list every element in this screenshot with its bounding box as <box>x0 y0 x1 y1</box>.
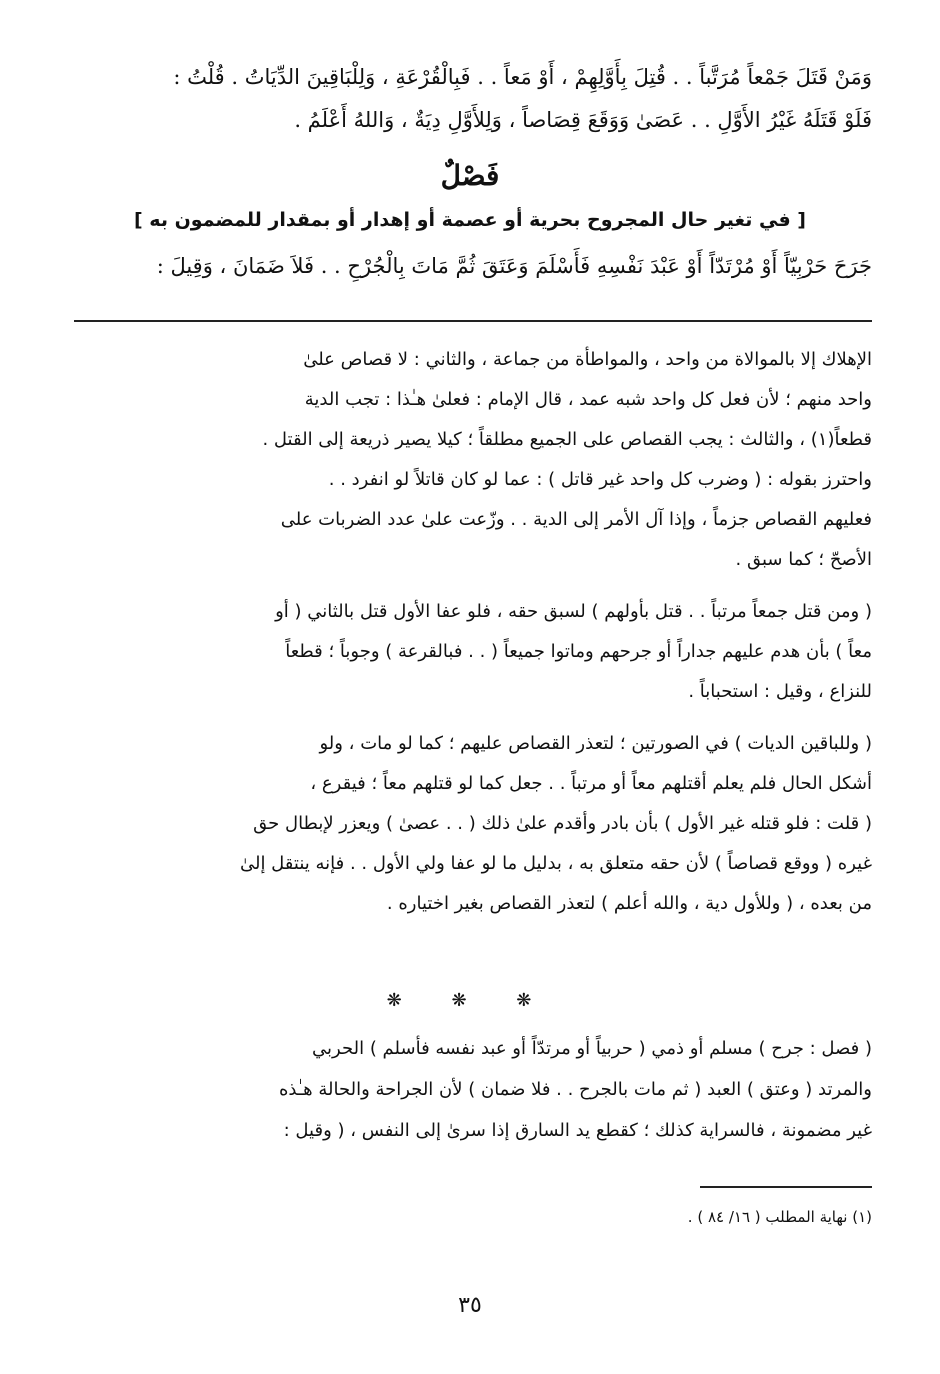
footnote: (١) نهاية المطلب ( ١٦/ ٨٤ ) . <box>687 1208 872 1226</box>
sharh-line: أشكل الحال فلم يعلم أقتلهم معاً أو مرتباً . . جعل كما لو قتلهم معاً ؛ فيقرع ، <box>310 773 872 794</box>
sharh-paragraph <box>72 724 872 924</box>
sharh-line: للنزاع ، وقيل : استحباباً . <box>688 681 872 702</box>
sharh-line: ( وللباقين الديات ) في الصورتين ؛ لتعذر القصاص عليهم ؛ كما لو مات ، ولو <box>319 733 872 754</box>
section-separator-stars: ❋ ❋ ❋ <box>386 990 554 1011</box>
sharh-line: واحد منهم ؛ لأن فعل كل واحد شبه عمد ، قال الإمام : فعلىٰ هـٰذا : تجب الدية <box>304 389 872 410</box>
sharh-line: الإهلاك إلا بالموالاة من واحد ، والمواطأة من جماعة ، والثاني : لا قصاص علىٰ <box>303 349 872 370</box>
sharh-paragraph <box>72 460 872 580</box>
matn-line: فَلَوْ قَتَلَهُ غَيْرُ الأَوَّلِ . . عَصَىٰ وَوَقَعَ قِصَاصاً ، وَلِلأَوَّلِ دِيَةٌ ، وَاللهُ أَعْلَمُ . <box>294 108 872 132</box>
sharh-line: غيره ( ووقع قصاصاً ) لأن حقه متعلق به ، بدليل ما لو عفا ولي الأول . . فإنه ينتقل إلىٰ <box>239 853 872 874</box>
sharh-line: الأصحّ ؛ كما سبق . <box>735 549 872 570</box>
sharh-body <box>72 340 872 924</box>
matn-top <box>72 56 872 142</box>
page-number: ٣٥ <box>458 1293 482 1318</box>
sharh-line: ( فصل : جرح ) مسلم أو ذمي ( حربياً أو مرتدّاً أو عبد نفسه فأسلم ) الحربي <box>312 1038 872 1059</box>
footnote-divider <box>700 1186 872 1188</box>
sharh-line: من بعده ، ( وللأول دية ، والله أعلم ) لتعذر القصاص بغير اختياره . <box>386 893 872 914</box>
sharh-line: معاً ) بأن هدم عليهم جداراً أو جرحهم وماتوا جميعاً ( . . فبالقرعة ) وجوباً ؛ قطعاً <box>285 641 872 662</box>
sharh-line: فعليهم القصاص جزماً ، وإذا آل الأمر إلى الدية . . وزّعت علىٰ عدد الضربات على <box>280 509 872 530</box>
sharh-fasl <box>72 1028 872 1151</box>
sharh-line: ( قلت : فلو قتله غير الأول ) بأن بادر وأقدم علىٰ ذلك ( . . عصىٰ ) ويعزر لإبطال حق <box>253 813 872 834</box>
sharh-line: غير مضمونة ، فالسراية كذلك ؛ كقطع يد السارق إذا سرىٰ إلى النفس ، ( وقيل : <box>283 1120 872 1141</box>
sharh-line: ( ومن قتل جمعاً مرتباً . . قتل بأولهم ) لسبق حقه ، فلو عفا الأول قتل بالثاني ( أو <box>275 601 872 622</box>
matn-line: وَمَنْ قَتَلَ جَمْعاً مُرَتَّباً . . قُتِلَ بِأَوَّلِهِمْ ، أَوْ مَعاً . . فَبِالْقُرْعَةِ ، وَلِلْبَاقِينَ الدِّيَاتُ . قُلْتُ : <box>173 65 872 89</box>
sharh-line: واحترز بقوله : ( وضرب كل واحد غير قاتل ) : عما لو كان قاتلاً لو انفرد . . <box>328 469 872 490</box>
fasl-heading: فَصْلٌ <box>440 159 500 192</box>
matn-fasl <box>72 244 872 288</box>
matn-sharh-divider <box>74 320 872 322</box>
sharh-paragraph <box>72 340 872 460</box>
sharh-line: قطعاً(١) ، والثالث : يجب القصاص على الجميع مطلقاً ؛ كيلا يصير ذريعة إلى القتل . <box>262 429 872 450</box>
fasl-title: [ في تغير حال المجروح بحرية أو عصمة أو إهدار أو بمقدار للمضمون به ] <box>134 209 806 231</box>
matn-line: جَرَحَ حَرْبِيّاً أَوْ مُرْتَدّاً أَوْ عَبْدَ نَفْسِهِ فَأَسْلَمَ وَعَتَقَ ثُمَّ مَاتَ بِالْجُرْحِ . . فَلاَ ضَمَانَ ، وَقِيلَ : <box>156 254 872 278</box>
sharh-paragraph <box>72 592 872 712</box>
sharh-line: والمرتد ( وعتق ) العبد ( ثم مات بالجرح . . فلا ضمان ) لأن الجراحة والحالة هـٰذه <box>278 1079 872 1100</box>
